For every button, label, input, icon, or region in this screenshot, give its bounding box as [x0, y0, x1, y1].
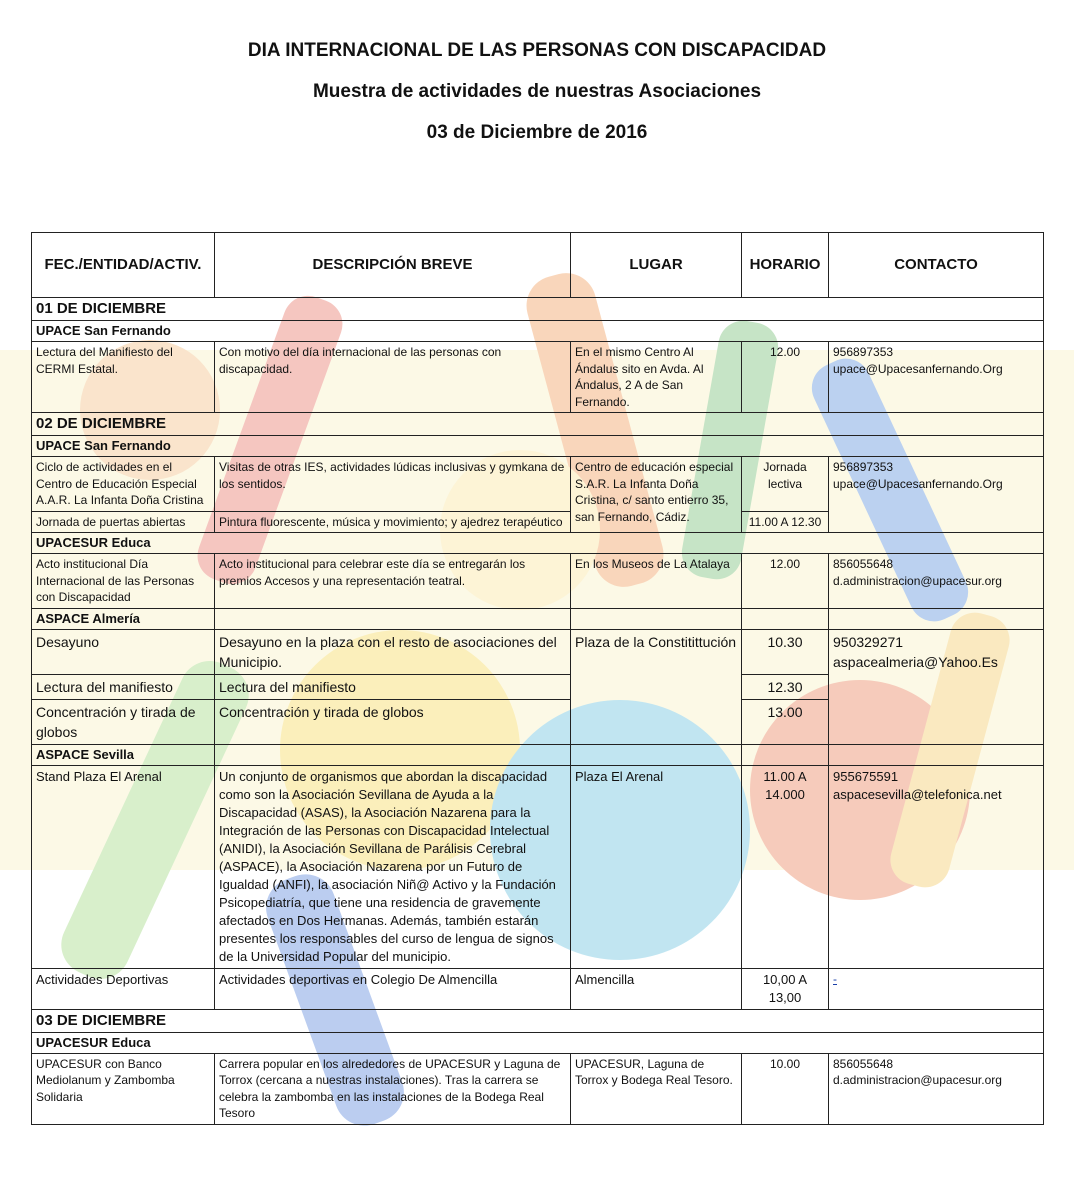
activity-cell: Acto institucional Día Internacional de las Personas con Discapacidad: [32, 554, 215, 609]
place-cell: Centro de educación especial S.A.R. La Infanta Doña Cristina, c/ santo entierro 35, san Fernando, Cádiz.: [571, 457, 742, 533]
activity-cell: UPACESUR con Banco Mediolanum y Zambomba Solidaria: [32, 1053, 215, 1124]
org-label: ASPACE Sevilla: [32, 744, 215, 765]
description-cell: Actividades deportivas en Colegio De Almencilla: [215, 968, 571, 1009]
table-row: [32, 765, 1044, 968]
time-cell: 11.00 A 12.30: [742, 511, 829, 533]
activities-table: [31, 232, 1044, 1125]
activity-cell: Concentración y tirada de globos: [32, 699, 215, 744]
time-cell: 10,00 A 13,00: [742, 968, 829, 1009]
contact-phone: 956897353: [833, 460, 894, 474]
document-date: 03 de Diciembre de 2016: [426, 122, 648, 143]
org-label: UPACE San Fernando: [32, 436, 1044, 457]
description-cell: Carrera popular en los alrededores de UPACESUR y Laguna de Torrox (cercana a nuestras instalaciones). Tras la carrera se celebra la zambomba en las instalaciones de la Bodega Real Tesoro: [215, 1053, 571, 1124]
description-cell: Lectura del manifiesto: [215, 674, 571, 699]
time-cell: 10.30: [742, 629, 829, 674]
place-cell: En los Museos de La Atalaya: [571, 554, 742, 609]
org-row: [32, 533, 1044, 554]
org-row: [32, 608, 1044, 629]
org-label: ASPACE Almería: [32, 608, 215, 629]
place-cell: En el mismo Centro Al Ándalus sito en Avda. Al Ándalus, 2 A de San Fernando.: [571, 342, 742, 413]
time-cell: 12.00: [742, 554, 829, 609]
contact-phone: 955675591: [833, 768, 899, 784]
contact-email: upace@Upacesanfernando.Org: [833, 361, 1003, 376]
contact-phone: 956897353: [833, 345, 894, 359]
contact-email: aspacealmeria@Yahoo.Es: [833, 653, 998, 670]
org-row: [32, 436, 1044, 457]
org-label: UPACE San Fernando: [32, 321, 1044, 342]
place-cell: UPACESUR, Laguna de Torrox y Bodega Real Tesoro.: [571, 1053, 742, 1124]
document-title: DIA INTERNACIONAL DE LAS PERSONAS CON DISCAPACIDAD: [247, 40, 827, 61]
document-header: [0, 40, 1074, 163]
activity-cell: Ciclo de actividades en el Centro de Educación Especial A.A.R. La Infanta Doña Cristina: [32, 457, 215, 512]
time-cell: 12.00: [742, 342, 829, 413]
activity-cell: Desayuno: [32, 629, 215, 674]
time-cell: 10.00: [742, 1053, 829, 1124]
contact-cell: [829, 457, 1044, 533]
table-row: [32, 968, 1044, 1009]
org-label: UPACESUR Educa: [32, 1032, 1044, 1053]
description-cell: Un conjunto de organismos que abordan la discapacidad como son la Asociación Sevillana de Ayuda a la Discapacidad (ASAS), la Asociación Nazarena para la Integración de las Personas con Discapacidad Intelectual (ANIDI), la Asociación Sevillana de Parálisis Cerebral (ASPACE), la Asociación Nazarena por un Futuro de Igualdad (ANFI), la asociación Niñ@ Activo y la Fundación Psicopediatría, que tiene una residencia de gravemente afectados en Dos Hermanas. Además, también estarán presentes los responsables del curso de lengua de signos de la Universidad Popular del municipio.: [215, 765, 571, 968]
place-cell: Almencilla: [571, 968, 742, 1009]
org-row: [32, 1032, 1044, 1053]
header-schedule: HORARIO: [742, 233, 829, 298]
contact-phone: 856055648: [833, 1056, 894, 1071]
activity-cell: Lectura del manifiesto: [32, 674, 215, 699]
time-cell: 11.00 A 14.000: [742, 765, 829, 968]
contact-cell: [829, 342, 1044, 413]
contact-cell: [829, 1053, 1044, 1124]
description-cell: Visitas de otras IES, actividades lúdicas inclusivas y gymkana de los sentidos.: [215, 457, 571, 512]
day-label: 02 DE DICIEMBRE: [32, 413, 1044, 436]
document-subtitle: Muestra de actividades de nuestras Asociaciones: [312, 81, 762, 102]
time-cell: 13.00: [742, 699, 829, 744]
table-row: [32, 457, 1044, 512]
activity-cell: Jornada de puertas abiertas: [32, 511, 215, 533]
table-row: [32, 629, 1044, 674]
org-row: [32, 321, 1044, 342]
header-contact: CONTACTO: [829, 233, 1044, 298]
day-row: [32, 1009, 1044, 1032]
description-cell: Pintura fluorescente, música y movimiento; y ajedrez terapéutico: [215, 511, 571, 533]
day-row: [32, 298, 1044, 321]
place-cell: Plaza de la Constitittución: [571, 629, 742, 744]
activity-cell: Actividades Deportivas: [32, 968, 215, 1009]
org-label: UPACESUR Educa: [32, 533, 1044, 554]
day-row: [32, 413, 1044, 436]
description-cell: Concentración y tirada de globos: [215, 699, 571, 744]
table-row: [32, 554, 1044, 609]
contact-cell: [829, 968, 1044, 1009]
contact-email: d.administracion@upacesur.org: [833, 1073, 1002, 1087]
contact-email: aspacesevilla@telefonica.net: [833, 786, 1002, 802]
contact-phone: 950329271: [833, 633, 904, 650]
description-cell: Desayuno en la plaza con el resto de asociaciones del Municipio.: [215, 629, 571, 674]
contact-phone: 856055648: [833, 557, 894, 571]
description-cell: Acto institucional para celebrar este día se entregarán los premios Accesos y una representación teatral.: [215, 554, 571, 609]
contact-email: d.administracion@upacesur.org: [833, 573, 1002, 588]
activity-cell: Lectura del Manifiesto del CERMI Estatal.: [32, 342, 215, 413]
table-header-row: [32, 233, 1044, 298]
table-row: [32, 342, 1044, 413]
day-label: 03 DE DICIEMBRE: [32, 1009, 1044, 1032]
contact-email: upace@Upacesanfernando.Org: [833, 476, 1003, 491]
header-description: DESCRIPCIÓN BREVE: [215, 233, 571, 298]
contact-cell: [829, 765, 1044, 968]
activity-cell: Stand Plaza El Arenal: [32, 765, 215, 968]
contact-cell: [829, 629, 1044, 744]
day-label: 01 DE DICIEMBRE: [32, 298, 1044, 321]
table-row: [32, 1053, 1044, 1124]
header-entity: FEC./ENTIDAD/ACTIV.: [32, 233, 215, 298]
header-place: LUGAR: [571, 233, 742, 298]
org-row: [32, 744, 1044, 765]
contact-cell: [829, 554, 1044, 609]
place-cell: Plaza El Arenal: [571, 765, 742, 968]
time-cell: Jornada lectiva: [742, 457, 829, 512]
contact-link[interactable]: -: [833, 971, 837, 986]
time-cell: 12.30: [742, 674, 829, 699]
description-cell: Con motivo del día internacional de las personas con discapacidad.: [215, 342, 571, 413]
